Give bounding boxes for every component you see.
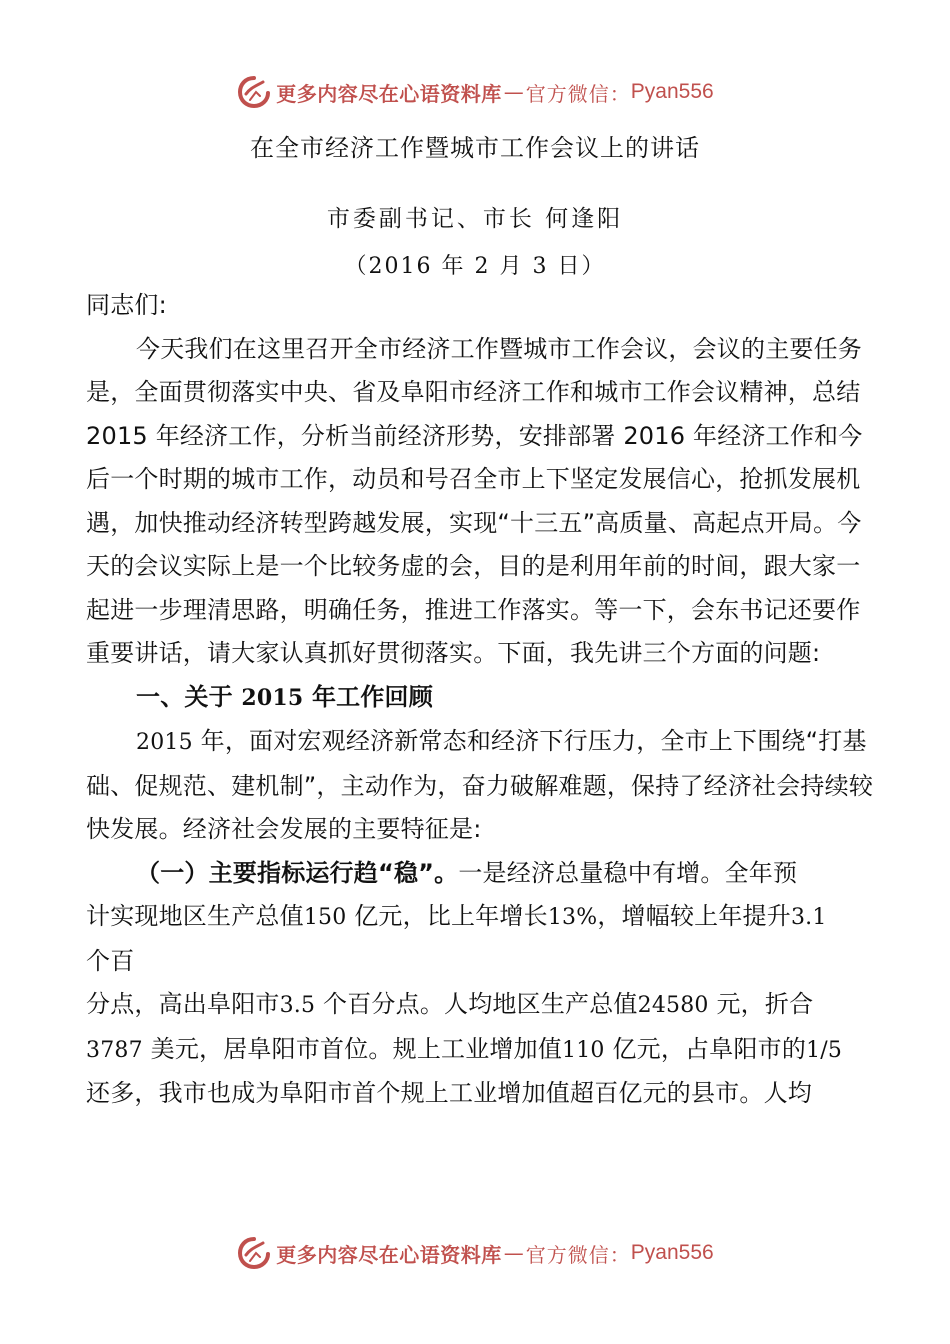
- subsection-1-heading: （一）主要指标运行趋“稳”。: [136, 858, 459, 887]
- section-1-heading: [86, 676, 876, 721]
- above-city-label: 分点，高出阜阳市: [86, 990, 280, 1018]
- watermark-text: 更多内容尽在心语资料库: [276, 1242, 502, 1267]
- gdp-growth-value: 13%: [547, 905, 598, 930]
- section-1-heading-year: 2015: [241, 684, 304, 711]
- watermark-suffix: 官方微信：: [525, 1242, 631, 1267]
- per-capita-value: 24580: [637, 993, 709, 1018]
- watermark-separator: —: [503, 80, 524, 104]
- watermark-wechat-id: Pyan556: [630, 1241, 714, 1264]
- subsection-1-line-1-rest: 一是经济总量稳中有增。全年预: [458, 858, 798, 887]
- watermark-text: 更多内容尽在心语资料库: [276, 81, 502, 106]
- share-value: 1/5: [806, 1037, 843, 1063]
- brush-circle-logo-icon: [236, 74, 272, 110]
- gdp-growth-label: 亿元，比上年增长: [346, 902, 548, 930]
- subsection-1-line-1: [86, 852, 876, 896]
- subsection-1-line-5: [86, 1028, 876, 1073]
- section-1-heading-prefix: 一、关于: [136, 682, 233, 711]
- document-date: （2016 年 2 月 3 日）: [344, 254, 606, 279]
- section-1-heading-suffix: 年工作回顾: [303, 682, 433, 711]
- per-capita-label: 个百分点。人均地区生产总值: [315, 990, 638, 1018]
- gdp-value: 150: [303, 905, 347, 930]
- brush-circle-logo-icon: [236, 1235, 272, 1271]
- growth-increase-label: ，增幅较上年提升: [597, 902, 791, 930]
- intro-paragraph: 今天我们在这里召开全市经济工作暨城市工作会议，会议的主要任务是，全面贯彻落实中央、省及阜阳市经济工作和城市工作会议精神，总结 2015 年经济工作，分析当前经济形势，安排部署 2016 年经济工作和今后一个时期的城市工作，动员和号召全市上下坚定发展信心，抢抓发展机遇，加快推动经济转型跨越发展，实现“十三五”高质量、高起点开局。今天的会议实际上是一个比较务虚的会，目的是利用年前的时间，跟大家一起进一步理清思路，明确任务，推进工作落实。等一下，会东书记还要作重要讲话，请大家认真抓好贯彻落实。下面，我先讲三个方面的问题:: [86, 334, 863, 667]
- subsection-1-line-2: [86, 895, 876, 940]
- watermark-wechat-id: Pyan556: [630, 80, 714, 103]
- section-1-paragraph-1: [86, 720, 876, 852]
- watermark-suffix: 官方微信：: [525, 81, 631, 106]
- equivalent-label: 元，折合: [708, 990, 814, 1018]
- document-title: 在全市经济工作暨城市工作会议上的讲话: [250, 134, 700, 162]
- subsection-1-line-3: 个百: [86, 946, 135, 975]
- share-label: 亿元，占阜阳市的: [604, 1034, 807, 1063]
- usd-value: 3787: [86, 1037, 143, 1063]
- above-city-value: 3.5: [279, 993, 316, 1018]
- industry-label: 美元，居阜阳市首位。规上工业增加值: [142, 1034, 563, 1063]
- section-1-paragraph-1-text: 年，面对宏观经济新常态和经济下行压力，全市上下围绕“打基础、促规范、建机制”，主动作为，奋力破解难题，保持了经济社会持续较快发展。经济社会发展的主要特征是:: [86, 727, 874, 843]
- footer-watermark: [0, 1233, 950, 1273]
- subsection-1-line-4: [86, 983, 876, 1028]
- gdp-label: 计实现地区生产总值: [86, 902, 304, 930]
- document-body: [86, 284, 876, 1116]
- document-author: 市委副书记、市长 何逢阳: [326, 206, 624, 232]
- salutation: 同志们:: [86, 291, 167, 319]
- watermark-separator: —: [503, 1241, 524, 1265]
- growth-increase-value: 3.1: [790, 905, 827, 930]
- header-watermark: [0, 72, 950, 112]
- industry-value: 110: [562, 1037, 605, 1063]
- subsection-1-line-6: 还多，我市也成为阜阳市首个规上工业增加值超百亿元的县市。人均: [86, 1079, 812, 1107]
- section-1-year: 2015: [136, 730, 193, 755]
